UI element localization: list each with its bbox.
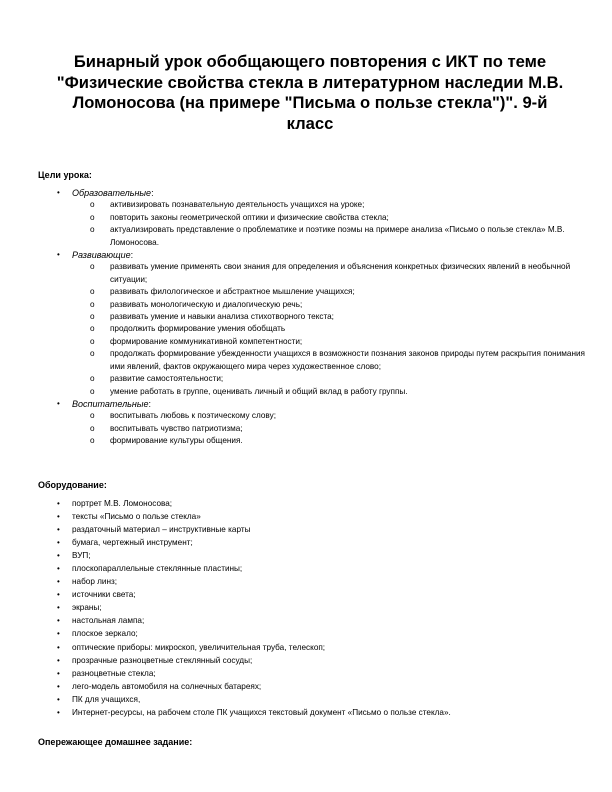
list-item [90, 323, 596, 335]
list-item [56, 614, 586, 627]
circle-bullet-icon: o [90, 386, 95, 396]
bullet-icon: • [57, 551, 60, 561]
bullet-icon: • [57, 512, 60, 522]
list-item [56, 497, 586, 510]
list-item [90, 224, 596, 249]
list-item-text: развивать монологическую и диалогическую речь; [110, 299, 303, 309]
circle-bullet-icon: o [90, 312, 95, 322]
goals-category-suffix: : [148, 398, 151, 409]
bullet-icon: • [57, 642, 60, 652]
goals-category-label: Образовательные [72, 188, 152, 198]
list-item-text: продолжать формирование убежденности учащихся в возможности познания законов природы путем раскрытия понимания ими явлений, фактов окружающего мира через художественное слово; [110, 349, 585, 371]
list-item [56, 706, 586, 719]
goals-category-suffix: : [151, 188, 154, 198]
goals-sublist [72, 199, 596, 249]
bullet-icon: • [57, 590, 60, 600]
circle-bullet-icon: o [90, 200, 95, 210]
list-item [90, 299, 596, 311]
equipment-list [56, 497, 586, 719]
list-item-text: актуализировать представление о проблематике и поэтике поэмы на примере анализа «Письмо о пользе стекла» М.В. Ломоносова. [110, 225, 565, 247]
list-item-text: источники света; [72, 590, 136, 600]
bullet-icon: • [57, 577, 60, 587]
list-item [56, 601, 586, 614]
list-item-text: плоскопараллельные стеклянные пластины; [72, 564, 243, 574]
list-item-text: развивать умение применять свои знания для определения и объяснения конкретных физических явлений в необычной ситуации; [110, 262, 571, 284]
bullet-icon: • [57, 707, 60, 717]
goals-sublist [72, 410, 596, 447]
list-item-text: формирование коммуникативной компетентности; [110, 336, 303, 346]
bullet-icon: • [57, 681, 60, 691]
bullet-icon: • [57, 694, 60, 704]
list-item [90, 423, 596, 435]
list-item-text: настольная лампа; [72, 616, 145, 626]
bullet-icon: • [57, 188, 60, 197]
bullet-icon: • [57, 398, 60, 408]
circle-bullet-icon: o [90, 225, 95, 235]
list-item [56, 588, 586, 601]
list-item [56, 680, 586, 693]
list-item-text: умение работать в группе, оценивать личный и общий вклад в работу группы. [110, 386, 408, 396]
list-item [90, 311, 596, 323]
bullet-icon: • [57, 603, 60, 613]
circle-bullet-icon: o [90, 287, 95, 297]
list-item [90, 348, 596, 373]
list-item [56, 641, 586, 654]
equipment-heading: Оборудование: [38, 480, 107, 490]
list-item-text: набор линз; [72, 577, 118, 587]
circle-bullet-icon: o [90, 262, 95, 272]
bullet-icon: • [57, 538, 60, 548]
list-item-text: повторить законы геометрической оптики и физические свойства стекла; [110, 212, 389, 222]
list-item-text: экраны; [72, 603, 102, 613]
bullet-icon: • [57, 655, 60, 665]
bullet-icon: • [57, 525, 60, 535]
list-item-text: воспитывать чувство патриотизма; [110, 423, 243, 433]
list-item-text: раздаточный материал – инструктивные карты [72, 525, 251, 535]
list-item [56, 667, 586, 680]
list-item [90, 212, 596, 224]
list-item [90, 435, 596, 447]
list-item [90, 261, 596, 286]
goals-category-suffix: : [130, 250, 134, 261]
bullet-icon: • [57, 499, 60, 508]
circle-bullet-icon: o [90, 411, 95, 421]
list-item [90, 286, 596, 298]
list-item-text: Интернет-ресурсы, на рабочем столе ПК учащихся текстовый документ «Письмо о пользе стекла». [72, 707, 451, 717]
list-item-text: развивать умение и навыки анализа стихотворного текста; [110, 312, 334, 322]
list-item-text: развитие самостоятельности; [110, 374, 224, 384]
list-item-text: формирование культуры общения. [110, 436, 243, 446]
list-item [56, 549, 586, 562]
list-item [56, 575, 586, 588]
list-item-text: тексты «Письмо о пользе стекла» [72, 512, 201, 522]
circle-bullet-icon: o [90, 212, 95, 222]
bullet-icon: • [57, 564, 60, 574]
circle-bullet-icon: o [90, 436, 95, 446]
list-item [56, 693, 586, 706]
bullet-icon: • [57, 616, 60, 626]
goals-category [56, 398, 596, 448]
list-item [90, 410, 596, 422]
list-item [56, 510, 586, 523]
list-item-text: разноцветные стекла; [72, 668, 156, 678]
list-item-text: ПК для учащихся, [72, 694, 141, 704]
goals-list [56, 187, 596, 448]
list-item-text: воспитывать любовь к поэтическому слову; [110, 411, 276, 421]
goals-category-label: Развивающие [72, 250, 131, 261]
page-title: Бинарный урок обобщающего повторения с ИКТ по теме "Физические свойства стекла в литературном наследии М.В. Ломоносова (на примере "Письма о пользе стекла")". 9-й класс [56, 52, 564, 133]
goals-category-label: Воспитательные [72, 398, 149, 409]
list-item-text: лего-модель автомобиля на солнечных батареях; [72, 681, 262, 691]
list-item [56, 536, 586, 549]
list-item [56, 627, 586, 640]
list-item [56, 654, 586, 667]
goals-heading: Цели урока: [38, 170, 92, 180]
list-item-text: продолжить формирование умения обобщать [110, 324, 286, 334]
circle-bullet-icon: o [90, 336, 95, 346]
circle-bullet-icon: o [90, 423, 95, 433]
bullet-icon: • [57, 250, 60, 260]
circle-bullet-icon: o [90, 374, 95, 384]
list-item-text: портрет М.В. Ломоносова; [72, 499, 173, 508]
list-item [90, 336, 596, 348]
list-item-text: развивать филологическое и абстрактное мышление учащихся; [110, 287, 355, 297]
homework-heading: Опережающее домашнее задание: [38, 737, 193, 747]
list-item-text: плоское зеркало; [72, 629, 138, 639]
list-item [90, 199, 596, 211]
circle-bullet-icon: o [90, 299, 95, 309]
bullet-icon: • [57, 629, 60, 639]
goals-sublist [72, 261, 596, 397]
list-item [90, 386, 596, 398]
circle-bullet-icon: o [90, 349, 95, 359]
list-item-text: ВУП; [72, 551, 91, 561]
list-item-text: бумага, чертежный инструмент; [72, 538, 193, 548]
list-item-text: активизировать познавательную деятельность учащихся на уроке; [110, 200, 365, 210]
list-item [56, 523, 586, 536]
list-item [90, 373, 596, 385]
circle-bullet-icon: o [90, 324, 95, 334]
goals-category [56, 249, 596, 398]
list-item-text: прозрачные разноцветные стеклянный сосуды; [72, 655, 253, 665]
goals-category [56, 187, 596, 249]
bullet-icon: • [57, 668, 60, 678]
list-item-text: оптические приборы: микроскоп, увеличительная труба, телескоп; [72, 642, 326, 652]
list-item [56, 562, 586, 575]
